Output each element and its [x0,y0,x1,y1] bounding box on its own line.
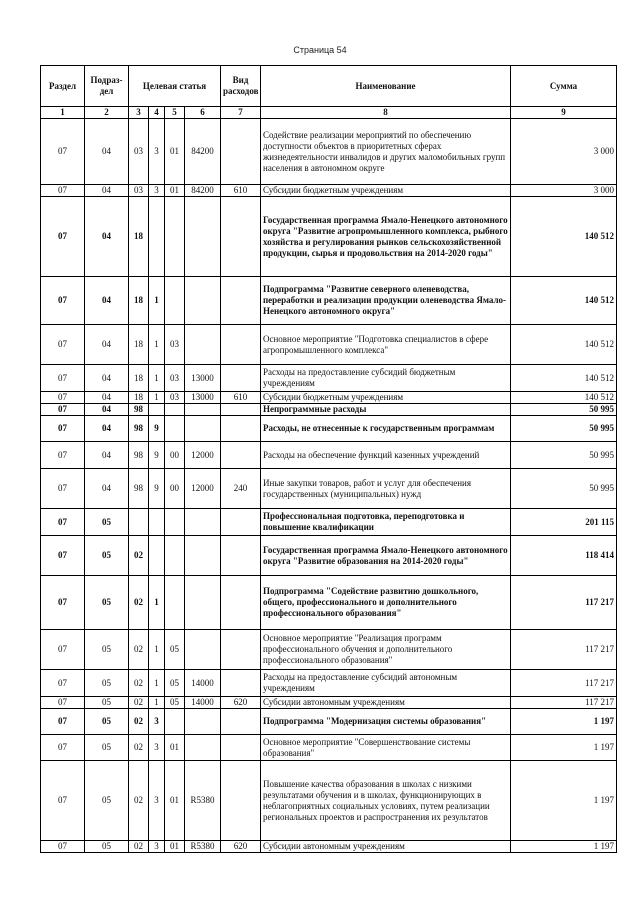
cell-vid-rashodov: 610 [221,392,261,404]
cell-subprogram: 3 [149,185,165,197]
cell-podrazdel: 04 [85,185,129,197]
cell-subprogram: 1 [149,576,165,630]
cell-subprogram: 3 [149,119,165,185]
cell-vid-rashodov [221,404,261,416]
cell-subprogram: 3 [149,735,165,761]
cell-podrazdel: 04 [85,197,129,277]
cell-vid-rashodov [221,197,261,277]
cell-podrazdel: 05 [85,697,129,709]
cell-summa: 1 197 [511,735,617,761]
cell-event: 05 [165,630,185,670]
cell-razdel: 07 [41,576,85,630]
cell-direction [185,509,221,536]
table-row [41,197,617,277]
cell-podrazdel: 04 [85,277,129,325]
cell-summa: 140 512 [511,392,617,404]
header-razdel: Раздел [41,66,85,107]
cell-vid-rashodov [221,509,261,536]
cell-event: 03 [165,365,185,392]
table-row [41,670,617,697]
table-row [41,576,617,630]
cell-naimenovanie: Подпрограмма "Модернизация системы образования" [261,709,511,735]
cell-vid-rashodov [221,630,261,670]
cell-podrazdel: 04 [85,119,129,185]
col-number: 9 [511,107,617,119]
cell-podrazdel: 04 [85,365,129,392]
cell-summa: 201 115 [511,509,617,536]
table-row [41,509,617,536]
cell-naimenovanie: Подпрограмма "Развитие северного оленеводства, переработки и реализации продукции оленеводства Ямало-Ненецкого автономного округа" [261,277,511,325]
cell-direction: 84200 [185,185,221,197]
cell-direction: 12000 [185,442,221,469]
cell-program: 02 [129,536,149,576]
cell-razdel: 07 [41,670,85,697]
cell-vid-rashodov [221,761,261,841]
cell-razdel: 07 [41,392,85,404]
cell-naimenovanie: Содействие реализации мероприятий по обеспечению доступности объектов в приоритетных сферах жизнедеятельности инвалидов и других маломобильных групп населения в автономном округе [261,119,511,185]
table-row [41,365,617,392]
cell-razdel: 07 [41,325,85,365]
cell-program [129,509,149,536]
table-row [41,761,617,841]
cell-naimenovanie: Государственная программа Ямало-Ненецкого автономного округа "Развитие агропромышленного комплекса, рыбного хозяйства и регулирования рынков сельскохозяйственной продукции, сырья и продовольствия на 2014-2020 годы" [261,197,511,277]
cell-razdel: 07 [41,404,85,416]
cell-direction: 12000 [185,469,221,509]
cell-vid-rashodov [221,325,261,365]
cell-vid-rashodov [221,670,261,697]
cell-program: 02 [129,630,149,670]
cell-event: 01 [165,735,185,761]
cell-event: 01 [165,185,185,197]
cell-direction [185,416,221,442]
cell-subprogram: 1 [149,670,165,697]
cell-razdel: 07 [41,185,85,197]
header-summa: Сумма [511,66,617,107]
cell-podrazdel: 05 [85,509,129,536]
cell-event [165,509,185,536]
col-number: 2 [85,107,129,119]
cell-naimenovanie: Расходы на предоставление субсидий бюджетным учреждениям [261,365,511,392]
table-row [41,442,617,469]
table-row [41,536,617,576]
table-row [41,325,617,365]
col-number: 6 [185,107,221,119]
cell-razdel: 07 [41,841,85,853]
cell-event [165,197,185,277]
cell-direction: 13000 [185,365,221,392]
cell-direction [185,536,221,576]
cell-subprogram: 3 [149,761,165,841]
cell-event [165,404,185,416]
cell-program: 02 [129,735,149,761]
cell-vid-rashodov [221,709,261,735]
table-row [41,697,617,709]
col-number: 7 [221,107,261,119]
cell-subprogram: 9 [149,469,165,509]
cell-naimenovanie: Повышение качества образования в школах с низкими результатами обучения и в школах, функционирующих в неблагоприятных социальных условиях, путем реализации региональных проектов и распространения их результатов [261,761,511,841]
cell-program: 02 [129,670,149,697]
cell-subprogram: 1 [149,325,165,365]
cell-summa: 140 512 [511,277,617,325]
cell-program: 18 [129,325,149,365]
cell-direction [185,630,221,670]
cell-razdel: 07 [41,509,85,536]
cell-event: 01 [165,119,185,185]
cell-naimenovanie: Субсидии автономным учреждениям [261,697,511,709]
table-row [41,404,617,416]
cell-podrazdel: 05 [85,576,129,630]
cell-event: 03 [165,325,185,365]
cell-razdel: 07 [41,630,85,670]
col-number: 5 [165,107,185,119]
cell-vid-rashodov [221,365,261,392]
cell-program: 18 [129,392,149,404]
cell-event: 05 [165,670,185,697]
cell-summa: 50 995 [511,469,617,509]
cell-subprogram: 9 [149,442,165,469]
cell-podrazdel: 05 [85,709,129,735]
cell-razdel: 07 [41,469,85,509]
cell-direction: R5380 [185,841,221,853]
table-row [41,735,617,761]
cell-razdel: 07 [41,277,85,325]
table-row [41,119,617,185]
cell-direction [185,404,221,416]
cell-direction [185,735,221,761]
header-podrazdel: Подраз-дел [85,66,129,107]
cell-summa: 140 512 [511,325,617,365]
cell-event [165,576,185,630]
cell-subprogram [149,404,165,416]
cell-podrazdel: 04 [85,325,129,365]
col-number: 3 [129,107,149,119]
cell-event: 00 [165,469,185,509]
cell-naimenovanie: Субсидии бюджетным учреждениям [261,185,511,197]
cell-direction [185,197,221,277]
cell-vid-rashodov: 240 [221,469,261,509]
col-number: 1 [41,107,85,119]
cell-summa: 50 995 [511,442,617,469]
cell-summa: 117 217 [511,670,617,697]
cell-summa: 1 197 [511,761,617,841]
table-row [41,277,617,325]
cell-naimenovanie: Расходы на обеспечение функций казенных учреждений [261,442,511,469]
cell-program: 18 [129,197,149,277]
cell-event [165,416,185,442]
cell-program: 02 [129,841,149,853]
cell-summa: 50 995 [511,416,617,442]
cell-summa: 3 000 [511,119,617,185]
cell-summa: 117 217 [511,630,617,670]
cell-subprogram [149,536,165,576]
cell-podrazdel: 04 [85,469,129,509]
cell-vid-rashodov: 620 [221,697,261,709]
cell-summa: 118 414 [511,536,617,576]
cell-program: 03 [129,185,149,197]
table-row [41,709,617,735]
cell-razdel: 07 [41,365,85,392]
table-row [41,630,617,670]
cell-program: 98 [129,416,149,442]
cell-summa: 50 995 [511,404,617,416]
cell-subprogram [149,197,165,277]
cell-podrazdel: 05 [85,630,129,670]
cell-program: 02 [129,576,149,630]
cell-podrazdel: 04 [85,404,129,416]
cell-direction [185,277,221,325]
cell-program: 18 [129,365,149,392]
cell-event: 01 [165,761,185,841]
cell-direction: 14000 [185,697,221,709]
cell-vid-rashodov [221,277,261,325]
cell-subprogram [149,509,165,536]
cell-naimenovanie: Расходы на предоставление субсидий автономным учреждениям [261,670,511,697]
cell-program: 02 [129,761,149,841]
table-row [41,185,617,197]
cell-vid-rashodov: 610 [221,185,261,197]
cell-subprogram: 1 [149,630,165,670]
cell-razdel: 07 [41,119,85,185]
cell-direction: 84200 [185,119,221,185]
cell-program: 98 [129,442,149,469]
cell-direction [185,709,221,735]
cell-vid-rashodov [221,735,261,761]
cell-program: 02 [129,697,149,709]
cell-naimenovanie: Расходы, не отнесенные к государственным программам [261,416,511,442]
cell-summa: 1 197 [511,841,617,853]
cell-subprogram: 1 [149,697,165,709]
cell-razdel: 07 [41,536,85,576]
cell-event [165,709,185,735]
header-vid-rashodov: Вид расходов [221,66,261,107]
cell-vid-rashodov [221,442,261,469]
col-number: 4 [149,107,165,119]
cell-subprogram: 1 [149,365,165,392]
cell-naimenovanie: Непрограммные расходы [261,404,511,416]
cell-naimenovanie: Субсидии бюджетным учреждениям [261,392,511,404]
cell-direction [185,325,221,365]
cell-event [165,277,185,325]
cell-podrazdel: 05 [85,761,129,841]
cell-naimenovanie: Субсидии автономным учреждениям [261,841,511,853]
cell-vid-rashodov [221,416,261,442]
cell-naimenovanie: Основное мероприятие "Реализация программ профессионального обучения и дополнительного профессионального образования" [261,630,511,670]
cell-subprogram: 1 [149,277,165,325]
cell-razdel: 07 [41,416,85,442]
cell-podrazdel: 05 [85,670,129,697]
column-number-row [41,107,617,119]
cell-razdel: 07 [41,697,85,709]
header-naimenovanie: Наименование [261,66,511,107]
cell-event: 05 [165,697,185,709]
cell-summa: 1 197 [511,709,617,735]
cell-direction: R5380 [185,761,221,841]
table-row [41,469,617,509]
cell-summa: 117 217 [511,576,617,630]
cell-event: 01 [165,841,185,853]
cell-razdel: 07 [41,709,85,735]
col-number: 8 [261,107,511,119]
cell-program: 98 [129,404,149,416]
cell-razdel: 07 [41,761,85,841]
cell-podrazdel: 04 [85,392,129,404]
cell-program: 98 [129,469,149,509]
cell-direction: 14000 [185,670,221,697]
cell-summa: 140 512 [511,365,617,392]
cell-naimenovanie: Иные закупки товаров, работ и услуг для обеспечения государственных (муниципальных) нужд [261,469,511,509]
cell-direction: 13000 [185,392,221,404]
table-row [41,416,617,442]
table-header-row [41,66,617,107]
header-celevaya-statya: Целевая статья [129,66,221,107]
cell-razdel: 07 [41,735,85,761]
cell-razdel: 07 [41,442,85,469]
cell-naimenovanie: Профессиональная подготовка, переподготовка и повышение квалификации [261,509,511,536]
cell-podrazdel: 05 [85,536,129,576]
page-number: Страница 54 [293,45,347,55]
cell-subprogram: 3 [149,709,165,735]
cell-event [165,536,185,576]
cell-event: 00 [165,442,185,469]
cell-direction [185,576,221,630]
cell-summa: 3 000 [511,185,617,197]
cell-vid-rashodov [221,536,261,576]
cell-razdel: 07 [41,197,85,277]
cell-podrazdel: 05 [85,841,129,853]
cell-naimenovanie: Государственная программа Ямало-Ненецкого автономного округа "Развитие образования на 2014-2020 годы" [261,536,511,576]
table-row [41,392,617,404]
cell-podrazdel: 04 [85,442,129,469]
cell-naimenovanie: Подпрограмма "Содействие развитию дошкольного, общего, профессионального и дополнительного профессионального образования" [261,576,511,630]
budget-table [40,65,617,853]
cell-program: 18 [129,277,149,325]
cell-podrazdel: 05 [85,735,129,761]
cell-subprogram: 9 [149,416,165,442]
table-row [41,841,617,853]
cell-event: 03 [165,392,185,404]
cell-vid-rashodov [221,576,261,630]
cell-subprogram: 1 [149,392,165,404]
cell-program: 03 [129,119,149,185]
cell-vid-rashodov [221,119,261,185]
cell-naimenovanie: Основное мероприятие "Подготовка специалистов в сфере агропромышленного комплекса" [261,325,511,365]
cell-summa: 140 512 [511,197,617,277]
cell-vid-rashodov: 620 [221,841,261,853]
cell-naimenovanie: Основное мероприятие "Совершенствование системы образования" [261,735,511,761]
cell-podrazdel: 04 [85,416,129,442]
cell-program: 02 [129,709,149,735]
cell-subprogram: 3 [149,841,165,853]
table-body [41,119,617,853]
cell-summa: 117 217 [511,697,617,709]
